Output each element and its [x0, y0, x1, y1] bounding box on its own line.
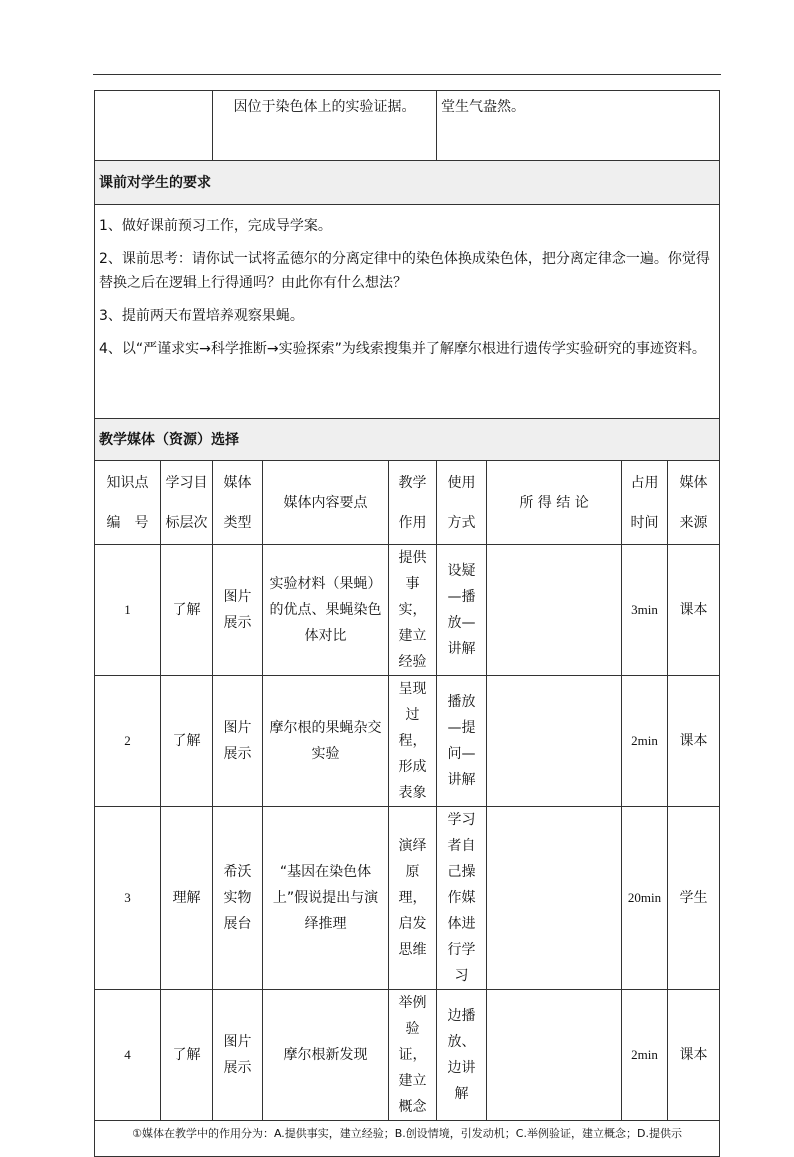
header-text: 媒体 — [223, 474, 252, 491]
table-row — [95, 807, 720, 990]
header-text: 知识点 — [106, 474, 149, 491]
cell-level: 理解 — [161, 807, 213, 990]
media-header-row — [95, 461, 720, 545]
header-text: 学习目 — [165, 474, 208, 491]
cell-type: 希沃实物展台 — [213, 807, 263, 990]
header-text: 使用 — [447, 474, 476, 491]
header-time — [622, 461, 668, 545]
continuation-row — [95, 91, 720, 161]
header-type — [213, 461, 263, 545]
cell-usage: 设疑—播放—讲解 — [437, 545, 487, 676]
cell-role: 呈现过程，形成表象 — [389, 676, 437, 807]
table-row — [95, 676, 720, 807]
header-text: 作用 — [398, 514, 427, 531]
cell-level: 了解 — [161, 676, 213, 807]
requirement-item: 1、做好课前预习工作，完成导学案。 — [99, 218, 332, 234]
cell-usage: 边播放、边讲解 — [437, 990, 487, 1121]
header-text: 占用 — [630, 474, 659, 491]
cell-time: 2min — [622, 676, 668, 807]
header-text: 教学 — [398, 474, 427, 491]
header-level — [161, 461, 213, 545]
cell-role: 提供事实，建立经验 — [389, 545, 437, 676]
cell-level: 了解 — [161, 990, 213, 1121]
cell-time: 2min — [622, 990, 668, 1121]
cell-no: 1 — [95, 545, 161, 676]
cell-content: 摩尔根的果蝇杂交实验 — [263, 676, 389, 807]
cell-content: 实验材料（果蝇）的优点、果蝇染色体对比 — [263, 545, 389, 676]
header-text: 标层次 — [165, 514, 208, 531]
header-text: 编 号 — [106, 514, 149, 531]
cell-result — [487, 676, 622, 807]
cell-level: 了解 — [161, 545, 213, 676]
continuation-text-cell: 因位于染色体上的实验证据。 — [213, 91, 437, 161]
cell-usage: 学习者自己操作媒体进行学习 — [437, 807, 487, 990]
table-row — [95, 545, 720, 676]
cell-source: 课本 — [668, 545, 720, 676]
table-row — [95, 990, 720, 1121]
header-usage — [437, 461, 487, 545]
cell-result — [487, 807, 622, 990]
header-source — [668, 461, 720, 545]
footnote: ①媒体在教学中的作用分为：A.提供事实，建立经验；B.创设情境，引发动机；C.举例验证，建立概念；D.提供示 — [95, 1121, 720, 1157]
cell-usage: 播放—提问—讲解 — [437, 676, 487, 807]
cell-result — [487, 990, 622, 1121]
cell-role: 举例验证，建立概念 — [389, 990, 437, 1121]
header-content: 媒体内容要点 — [263, 461, 389, 545]
cell-no: 3 — [95, 807, 161, 990]
header-role — [389, 461, 437, 545]
header-text: 媒体 — [679, 474, 708, 491]
cell-source: 课本 — [668, 990, 720, 1121]
header-text: 时间 — [630, 514, 659, 531]
cell-type: 图片展示 — [213, 990, 263, 1121]
cell-result — [487, 545, 622, 676]
header-text: 类型 — [223, 514, 252, 531]
continuation-empty-cell — [95, 91, 213, 161]
cell-content: 摩尔根新发现 — [263, 990, 389, 1121]
cell-no: 4 — [95, 990, 161, 1121]
header-result: 所 得 结 论 — [487, 461, 622, 545]
lesson-plan-table — [94, 90, 720, 1157]
cell-source: 课本 — [668, 676, 720, 807]
cell-time: 20min — [622, 807, 668, 990]
header-knowledge-no — [95, 461, 161, 545]
requirements-list — [95, 205, 720, 419]
cell-no: 2 — [95, 676, 161, 807]
continuation-text-cell-right: 堂生气盎然。 — [437, 91, 720, 161]
section-title-media: 教学媒体（资源）选择 — [95, 419, 720, 461]
requirement-item: 2、课前思考：请你试一试将孟德尔的分离定律中的染色体换成染色体，把分离定律念一遍。你觉得替换之后在逻辑上行得通吗？由此你有什么想法？ — [99, 251, 710, 291]
cell-role: 演绎原理，启发思维 — [389, 807, 437, 990]
requirement-item: 4、以“严谨求实→科学推断→实验探索”为线索搜集并了解摩尔根进行遗传学实验研究的事迹资料。 — [99, 341, 706, 357]
cell-type: 图片展示 — [213, 676, 263, 807]
cell-type: 图片展示 — [213, 545, 263, 676]
requirement-item: 3、提前两天布置培养观察果蝇。 — [99, 308, 304, 324]
header-text: 来源 — [679, 514, 708, 531]
cell-source: 学生 — [668, 807, 720, 990]
page-header-rule — [93, 74, 721, 75]
cell-content: “基因在染色体上”假说提出与演绎推理 — [263, 807, 389, 990]
section-title-requirements: 课前对学生的要求 — [95, 161, 720, 205]
cell-time: 3min — [622, 545, 668, 676]
header-text: 方式 — [447, 514, 476, 531]
